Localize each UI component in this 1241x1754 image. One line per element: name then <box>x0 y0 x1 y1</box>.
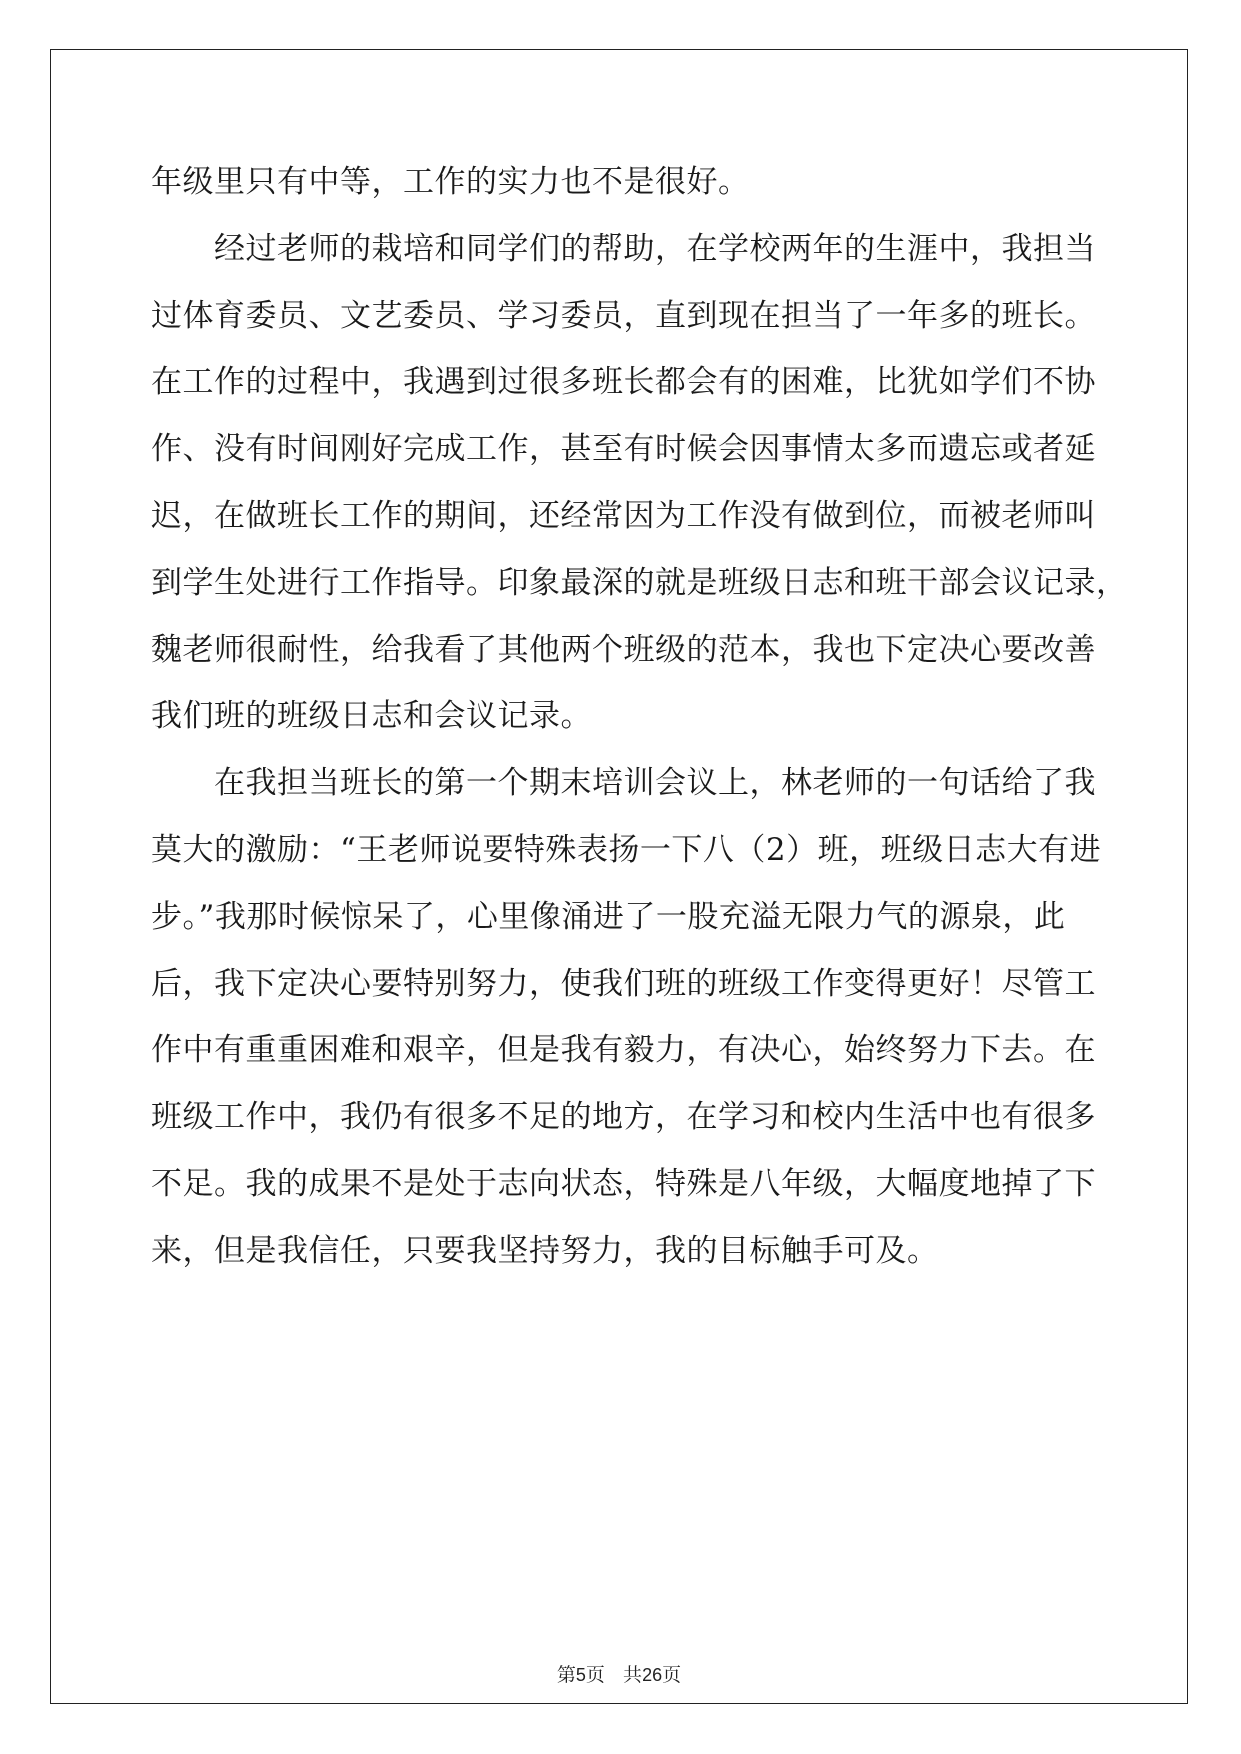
text-line: 后，我下定决心要特别努力，使我们班的班级工作变得更好！尽管工 <box>151 966 1096 1002</box>
page-label-prefix: 第 <box>556 1664 576 1686</box>
text-line: 班级工作中，我仍有很多不足的地方，在学习和校内生活中也有很多 <box>151 1099 1096 1135</box>
text-line: 莫大的激励：“王老师说要特殊表扬一下八（2）班，班级日志大有进 <box>151 832 1102 868</box>
text-line: 来，但是我信任，只要我坚持努力，我的目标触手可及。 <box>151 1233 939 1269</box>
text-line: 步。”我那时候惊呆了，心里像涌进了一股充溢无限力气的源泉，此 <box>151 899 1066 935</box>
document-body <box>51 50 1187 1703</box>
text-line: 经过老师的栽培和同学们的帮助，在学校两年的生涯中，我担当 <box>151 231 1096 267</box>
text-line: 过体育委员、文艺委员、学习委员，直到现在担当了一年多的班长。 <box>151 298 1096 334</box>
text-line: 我们班的班级日志和会议记录。 <box>151 698 592 734</box>
page-number: 5 <box>575 1665 586 1685</box>
total-pages: 26 <box>642 1665 663 1685</box>
page-footer <box>51 1663 1187 1687</box>
total-label-suffix: 页 <box>662 1664 682 1686</box>
text-line: 魏老师很耐性，给我看了其他两个班级的范本，我也下定决心要改善 <box>151 632 1096 668</box>
text-line: 作、没有时间刚好完成工作，甚至有时候会因事情太多而遗忘或者延 <box>151 431 1096 467</box>
text-line: 不足。我的成果不是处于志向状态，特殊是八年级，大幅度地掉了下 <box>151 1166 1096 1202</box>
text-line: 迟，在做班长工作的期间，还经常因为工作没有做到位，而被老师叫 <box>151 498 1096 534</box>
text-line: 年级里只有中等，工作的实力也不是很好。 <box>151 164 750 200</box>
text-line: 在工作的过程中，我遇到过很多班长都会有的困难，比犹如学们不协 <box>151 364 1096 400</box>
page-label-suffix: 页 <box>585 1664 605 1686</box>
page-frame <box>50 49 1188 1704</box>
total-label-prefix: 共 <box>623 1664 643 1686</box>
text-line: 作中有重重困难和艰辛，但是我有毅力，有决心，始终努力下去。在 <box>151 1032 1096 1068</box>
text-line: 到学生处进行工作指导。印象最深的就是班级日志和班干部会议记录， <box>151 565 1128 601</box>
text-line: 在我担当班长的第一个期末培训会议上，林老师的一句话给了我 <box>151 765 1096 801</box>
